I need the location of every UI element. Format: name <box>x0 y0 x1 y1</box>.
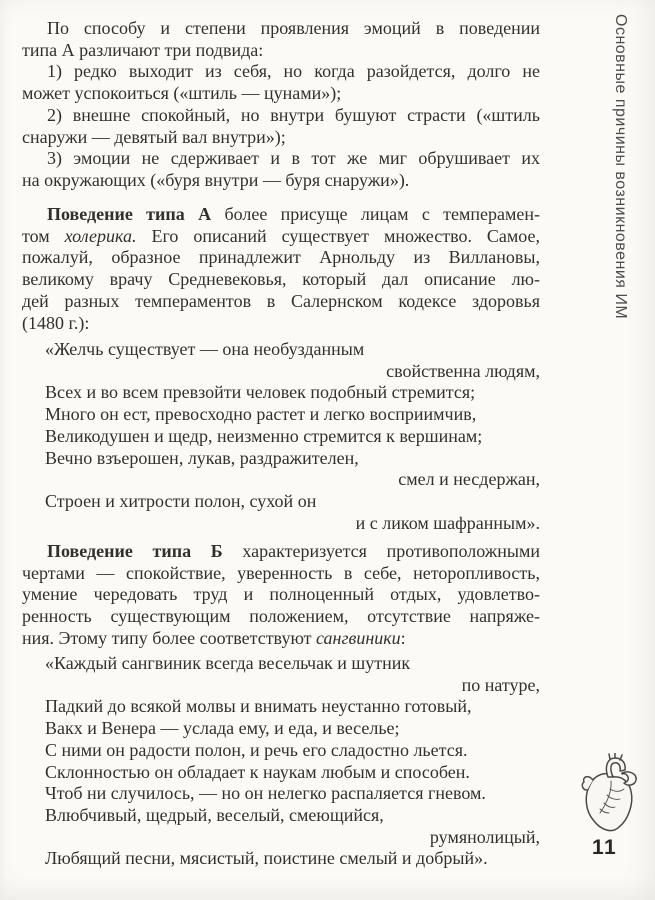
page-number: 11 <box>592 836 618 859</box>
verse-line: Склонностью он обладает к наукам любым и способен. <box>45 761 470 782</box>
text-run: характеризуется противоположными <box>222 541 540 561</box>
text-line: на окружающих («буря внутри — буря снаружи»). <box>22 169 410 190</box>
verse-line: С ними он радости полон, и речь его сладостно льется. <box>45 739 468 760</box>
verse-line: и с ликом шафранным». <box>355 512 540 533</box>
paragraph-intro <box>22 18 540 192</box>
verse-line: Великодушен и щедр, неизменно стремится к вершинам; <box>45 425 483 446</box>
text-line: пожалуй, образное принадлежит Арнольду из Виллановы, <box>22 247 540 268</box>
verse-line: румянолицый, <box>429 826 540 847</box>
text-run: более присуще лицам с темперамен- <box>211 204 541 224</box>
text-line: великому врачу Средневековья, который дал описание лю- <box>22 269 540 290</box>
list-item-2: 2) внешне спокойный, но внутри бушуют страсти («штиль <box>47 104 540 125</box>
text-run: : <box>400 627 406 648</box>
verse-line: смел и несдержан, <box>398 469 540 490</box>
verse-line: Влюбчивый, щедрый, веселый, смеющийся, <box>45 804 384 825</box>
text-line <box>22 204 540 226</box>
text-run: Его описаний существует множество. Самое, <box>136 225 540 246</box>
term-italic: холерика. <box>64 225 137 246</box>
verse-line: Чтоб ни случилось, — но он нелегко распаляется гневом. <box>45 783 486 804</box>
text-line: ренность существующим положением, отсутствие напряже- <box>22 606 540 627</box>
list-item-3: 3) эмоции не сдерживает и в тот же миг обрушивает их <box>47 148 540 169</box>
text-run: ния. Этому типу более соответствуют <box>22 627 317 648</box>
chapter-title-vertical: Основные причины возникновения ИМ <box>612 14 629 320</box>
text-line: (1480 г.): <box>22 312 90 333</box>
verse-line: Падкий до всякой молвы и внимать неустанно готовый, <box>45 696 472 717</box>
poem-choleric <box>22 339 540 534</box>
text-line: умение чередовать труд и полноценный отдых, удовлетво- <box>22 584 540 605</box>
text-line <box>22 226 540 248</box>
verse-line: свойственна людям, <box>386 360 540 381</box>
verse-line: Вакх и Венера — услада ему, и еда, и веселье; <box>45 718 400 739</box>
text-line: По способу и степени проявления эмоций в поведении <box>47 18 540 38</box>
term-italic: сангвиники <box>316 627 401 648</box>
list-item-1: 1) редко выходит из себя, но когда разойдется, долго не <box>47 61 540 82</box>
verse-line: «Желчь существует — она необузданным <box>45 339 365 359</box>
verse-line: Всех и во всем превзойти человек подобный стремится; <box>45 382 476 403</box>
text-line: типа А различают три подвида: <box>22 39 264 60</box>
verse-line: Много он ест, превосходно растет и легко восприимчив, <box>45 404 477 425</box>
text-line <box>22 628 540 650</box>
verse-line: Вечно взъерошен, лукав, раздражителен, <box>45 447 359 468</box>
text-line: может успокоиться («штиль — цунами»); <box>22 83 342 104</box>
text-run: том <box>22 225 65 246</box>
heart-icon <box>577 753 643 837</box>
poem-sanguine <box>22 653 540 870</box>
paragraph-type-a <box>22 204 540 334</box>
type-b-heading: Поведение типа Б <box>47 541 223 561</box>
paragraph-type-b <box>22 541 540 650</box>
text-line: дей разных темпераментов в Салернском кодексе здоровья <box>22 290 540 311</box>
verse-line: Любящий песни, мясистый, поистине смелый и добрый». <box>45 848 488 869</box>
verse-line: «Каждый сангвиник всегда весельчак и шутник <box>45 653 411 673</box>
text-line: чертами — спокойствие, уверенность в себе, неторопливость, <box>22 562 540 583</box>
verse-line: Строен и хитрости полон, сухой он <box>45 490 317 511</box>
type-a-heading: Поведение типа А <box>47 204 212 224</box>
text-line <box>22 541 540 563</box>
text-line: снаружи — девятый вал внутри»); <box>22 126 286 147</box>
verse-line: по натуре, <box>461 674 540 695</box>
